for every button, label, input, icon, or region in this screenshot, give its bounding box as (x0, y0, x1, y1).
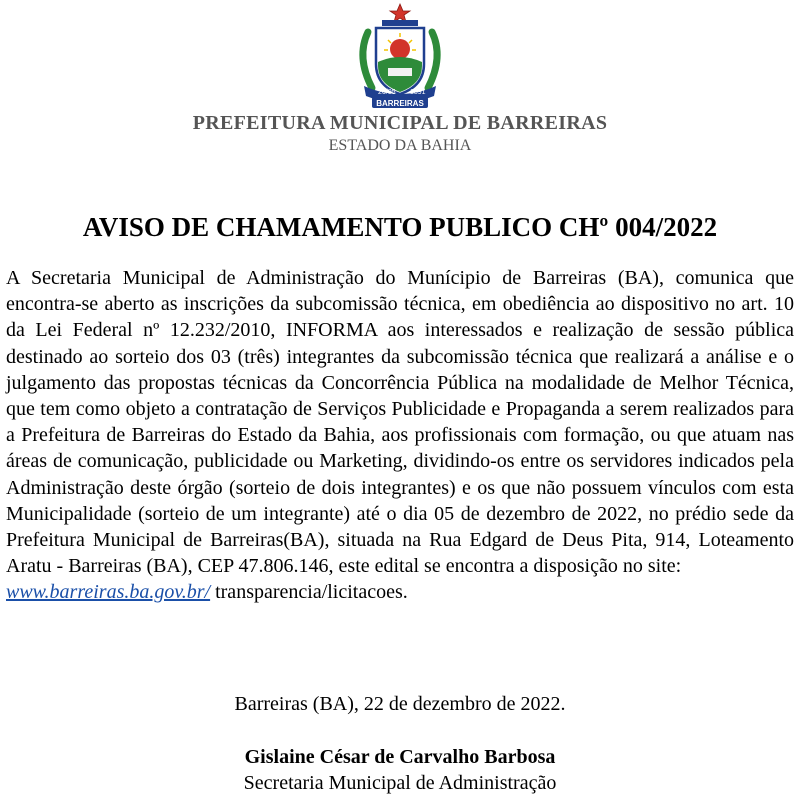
notice-body-text: A Secretaria Municipal de Administração do Munícipio de Barreiras (BA), comunica que encontra-se aberto as inscrições da subcomissão técnica, em obediência ao dispositivo no art. 10 da Lei Federal nº 12.232/2010, INFORMA aos interessados e realização de sessão pública destinado ao sorteio dos 03 (três) integrantes da subcomissão técnica que realizará a análise e o julgamento das propostas técnicas da Concorrência Pública na modalidade de Melhor Técnica, que tem como objeto a contratação de Serviços Publicidade e Propaganda a serem realizados para a Prefeitura de Barreiras do Estado da Bahia, aos profissionais com formação, ou que atuam nas áreas de comunicação, publicidade ou Marketing, dividindo-os entre os servidores indicados pela Administração deste órgão (sorteio de dois integrantes) e os que não possuem vínculos com esta Municipalidade (sorteio de um integrante) até o dia 05 de dezembro de 2022, no prédio sede da Prefeitura Municipal de Barreiras(BA), situada na Rua Edgard de Deus Pita, 914, Loteamento Aratu - Barreiras (BA), CEP 47.806.146, este edital se encontra a disposição no site: (6, 267, 794, 578)
organization-state: ESTADO DA BAHIA (328, 137, 472, 154)
website-link[interactable]: www.barreiras.ba.gov.br/ (6, 581, 211, 604)
svg-text:BARREIRAS: BARREIRAS (376, 99, 424, 108)
website-link-suffix: transparencia/licitacoes. (215, 581, 408, 604)
svg-text:1891: 1891 (410, 89, 426, 96)
notice-body (6, 265, 794, 606)
signer-name: Gislaine César de Carvalho Barbosa (244, 746, 556, 768)
svg-text:26/05: 26/05 (378, 89, 396, 96)
signer-role: Secretaria Municipal de Administração (243, 772, 557, 794)
notice-date: Barreiras (BA), 22 de dezembro de 2022. (234, 693, 566, 715)
notice-title: AVISO DE CHAMAMENTO PUBLICO CHº 004/2022 (82, 212, 718, 242)
municipal-crest (338, 2, 462, 110)
organization-name: PREFEITURA MUNICIPAL DE BARREIRAS (192, 112, 608, 134)
